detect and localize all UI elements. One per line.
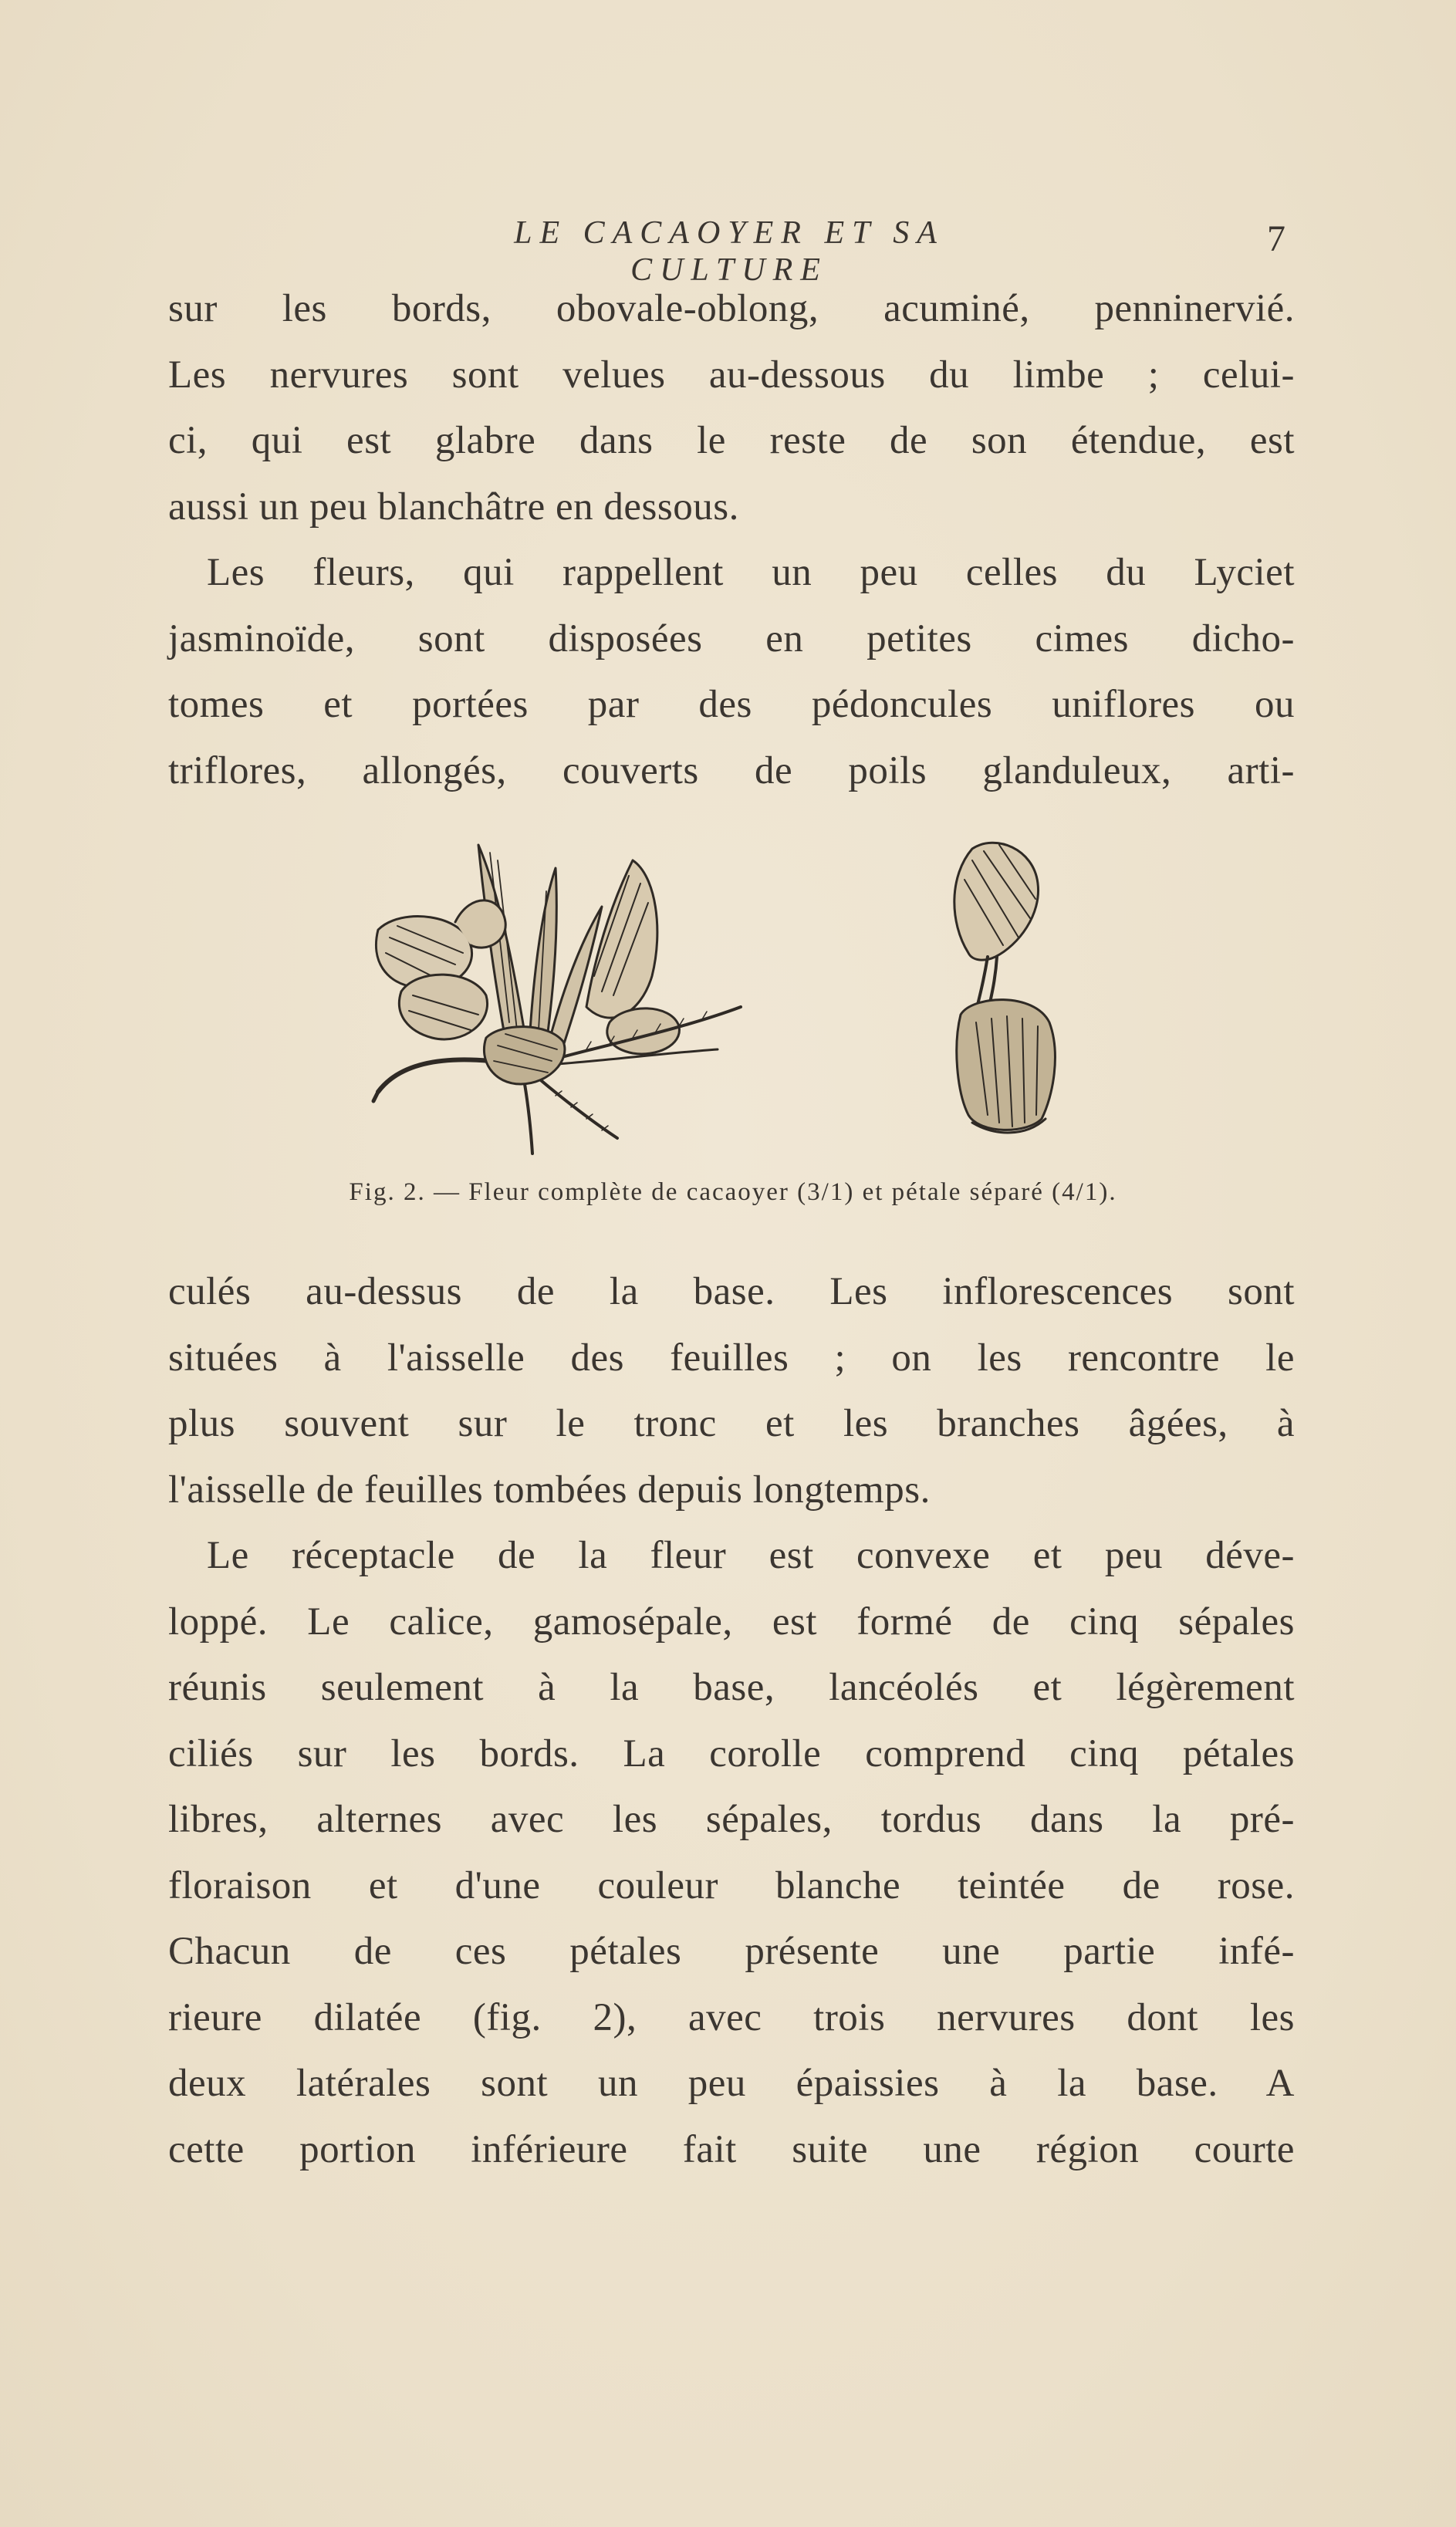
text-line: situées à l'aisselle des feuilles ; on les rencontre le [168, 1336, 1295, 1380]
text-line: aussi un peu blanchâtre en dessous. [168, 485, 739, 529]
figure-illustration [355, 829, 1127, 1169]
figure-caption: Fig. 2. — Fleur complète de cacaoyer (3/1) et pétale séparé (4/1). [349, 1178, 1117, 1206]
text-line: l'aisselle de feuilles tombées depuis longtemps. [168, 1468, 931, 1512]
separate-petal-drawing [954, 843, 1056, 1133]
text-line: sur les bords, obovale-oblong, acuminé, penninervié. [168, 287, 1295, 330]
text-line: culés au-dessus de la base. Les inflorescences sont [168, 1270, 1295, 1313]
text-block-top [168, 276, 1295, 804]
text-line: triflores, allongés, couverts de poils glanduleux, arti- [168, 748, 1295, 792]
text-block-bottom [168, 1259, 1295, 2183]
text-line: Chacun de ces pétales présente une partie infé- [168, 1930, 1295, 1973]
text-line: rieure dilatée (fig. 2), avec trois nervures dont les [168, 1995, 1295, 2039]
text-line: deux latérales sont un peu épaissies à la base. A [168, 2062, 1295, 2105]
text-line: libres, alternes avec les sépales, tordus dans la pré- [168, 1798, 1295, 1841]
text-line: Les fleurs, qui rappellent un peu celles du Lyciet [207, 551, 1295, 594]
text-line: Le réceptacle de la fleur est convexe et peu déve- [207, 1534, 1295, 1577]
text-line: tomes et portées par des pédoncules uniflores ou [168, 683, 1295, 726]
text-line: cette portion inférieure fait suite une région courte [168, 2127, 1295, 2171]
cacao-flower-drawing [373, 845, 741, 1154]
text-line: jasminoïde, sont disposées en petites cimes dicho- [168, 617, 1295, 660]
text-line: réunis seulement à la base, lancéolés et légèrement [168, 1666, 1295, 1709]
text-line: Les nervures sont velues au-dessous du limbe ; celui- [168, 353, 1295, 397]
text-line: loppé. Le calice, gamosépale, est formé de cinq sépales [168, 1600, 1295, 1644]
text-line: ciliés sur les bords. La corolle comprend cinq pétales [168, 1731, 1295, 1775]
text-line: ci, qui est glabre dans le reste de son étendue, est [168, 419, 1295, 462]
text-line: floraison et d'une couleur blanche teintée de rose. [168, 1863, 1295, 1907]
running-head: LE CACAOYER ET SA CULTURE [514, 215, 944, 288]
page-number: 7 [1267, 218, 1285, 259]
text-line: plus souvent sur le tronc et les branches âgées, à [168, 1402, 1295, 1445]
